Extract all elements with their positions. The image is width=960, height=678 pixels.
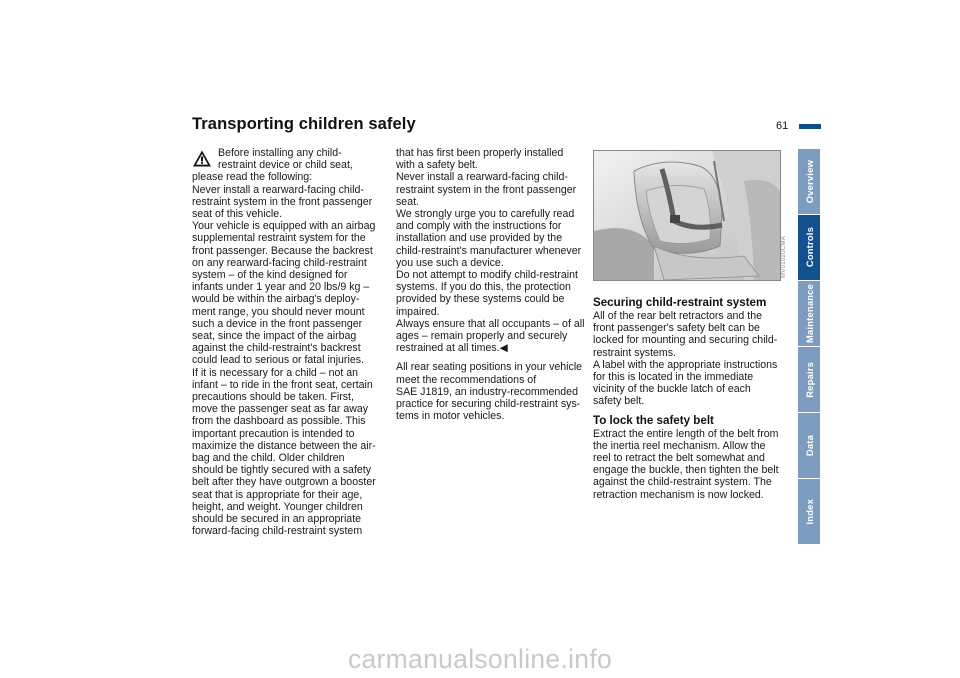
text-line: you use such a device. bbox=[396, 256, 504, 269]
text-line: belt after they have outgrown a booster bbox=[192, 476, 376, 489]
photo-reference-code: MV01020CMA bbox=[781, 235, 787, 278]
text-line: ages – remain properly and securely bbox=[396, 330, 568, 343]
text-line: seat that is appropriate for their age, bbox=[192, 488, 363, 501]
text-line: height, and weight. Younger children bbox=[192, 500, 363, 513]
text-line: vicinity of the buckle latch of each bbox=[593, 383, 751, 396]
text-line: Never install a rearward-facing child- bbox=[396, 171, 568, 184]
text-line: impaired. bbox=[396, 305, 440, 318]
text-line: front passenger. Because the backrest bbox=[192, 244, 373, 257]
text-line: supplemental restraint system for the bbox=[192, 232, 366, 245]
text-line: SAE J1819, an industry-recommended bbox=[396, 385, 578, 398]
text-line: child-restraint's manufacturer whenever bbox=[396, 244, 582, 257]
text-line: engage the buckle, then tighten the belt bbox=[593, 464, 779, 477]
text-line: and comply with the instructions for bbox=[396, 220, 562, 233]
text-line: precautions should be taken. First, bbox=[192, 391, 354, 404]
text-line: safety belt. bbox=[593, 395, 645, 408]
text-line: against the child-restraint system. The bbox=[593, 476, 772, 489]
tab-label: Controls bbox=[803, 227, 815, 268]
tab-label: Overview bbox=[803, 159, 815, 204]
tab-controls[interactable] bbox=[798, 215, 820, 281]
text-line: Extract the entire length of the belt from bbox=[593, 427, 779, 440]
text-line: retraction mechanism is now locked. bbox=[593, 488, 764, 501]
text-line: maximize the distance between the air- bbox=[192, 439, 376, 452]
child-seat-illustration bbox=[594, 151, 780, 280]
text-line: Before installing any child- bbox=[218, 147, 342, 159]
tab-repairs[interactable] bbox=[798, 347, 820, 413]
text-line: should be tightly secured with a safety bbox=[192, 464, 372, 477]
text-line: infants under 1 year and 20 lbs/9 kg – bbox=[192, 281, 370, 294]
section-tabs bbox=[798, 149, 820, 544]
page-title: Transporting children safely bbox=[192, 115, 416, 133]
text-line: with a safety belt. bbox=[396, 159, 478, 172]
text-line: seat. bbox=[396, 195, 419, 208]
tab-label: Data bbox=[803, 434, 815, 457]
tab-data[interactable] bbox=[798, 413, 820, 479]
text-line: practice for securing child-restraint sys- bbox=[396, 398, 581, 411]
text-line: front passenger's safety belt can be bbox=[593, 322, 760, 335]
tab-maintenance[interactable] bbox=[798, 281, 820, 347]
tab-label: Index bbox=[803, 498, 815, 525]
text-line: could lead to serious or fatal injuries. bbox=[192, 354, 364, 367]
text-line: restraint system in the front passenger bbox=[192, 195, 373, 208]
lock-belt-paragraph bbox=[593, 428, 785, 501]
text-line: important precaution is intended to bbox=[192, 427, 355, 440]
text-line: Your vehicle is equipped with an airbag bbox=[192, 220, 376, 233]
sae-paragraph bbox=[396, 361, 582, 422]
text-line: seat, since the impact of the airbag bbox=[192, 330, 357, 343]
page-number: 61 bbox=[776, 120, 789, 132]
text-line: seat of this vehicle. bbox=[192, 208, 283, 221]
column-right bbox=[593, 296, 785, 501]
warning-body bbox=[192, 171, 384, 537]
text-line: ment range, you should never mount bbox=[192, 305, 365, 318]
text-line: against the child-restraint's backrest bbox=[192, 342, 361, 355]
text-line: move the passenger seat as far away bbox=[192, 403, 369, 416]
text-line: bag and the child. Older children bbox=[192, 452, 345, 465]
text-line: A label with the appropriate instructions bbox=[593, 358, 778, 371]
text-line: reel to retract the belt somewhat and bbox=[593, 452, 765, 465]
child-seat-photo bbox=[593, 150, 781, 281]
page-marker bbox=[799, 124, 821, 129]
text-line: We strongly urge you to carefully read bbox=[396, 208, 575, 221]
text-line: Always ensure that all occupants – of all bbox=[396, 317, 585, 330]
text-line: systems. If you do this, the protection bbox=[396, 281, 571, 294]
text-line: infant – to ride in the front seat, certain bbox=[192, 378, 373, 391]
text-line: on any rearward-facing child-restraint bbox=[192, 256, 367, 269]
text-line: If it is necessary for a child – not an bbox=[192, 366, 359, 379]
text-line: would be within the airbag's deploy- bbox=[192, 293, 360, 306]
text-line: that has first been properly installed bbox=[396, 147, 564, 159]
text-line: restraint system in the front passenger bbox=[396, 183, 577, 196]
watermark: carmanualsonline.info bbox=[347, 644, 613, 674]
text-line: system – of the kind designed for bbox=[192, 269, 348, 282]
text-line: should be secured in an appropriate bbox=[192, 513, 362, 526]
text-line: installation and use provided by the bbox=[396, 232, 563, 245]
text-line: forward-facing child-restraint system bbox=[192, 525, 363, 538]
securing-paragraph-2 bbox=[593, 359, 785, 408]
securing-paragraph-1 bbox=[593, 310, 785, 359]
text-line: All of the rear belt retractors and the bbox=[593, 310, 762, 322]
text-line: the inertia reel mechanism. Allow the bbox=[593, 439, 766, 452]
text-line: restraint systems. bbox=[593, 346, 677, 359]
section-heading-securing: Securing child-restraint system bbox=[593, 296, 767, 309]
text-line: meet the recommendations of bbox=[396, 373, 537, 386]
text-line: for this is located in the immediate bbox=[593, 371, 754, 384]
text-line: tems in motor vehicles. bbox=[396, 410, 505, 423]
paragraph-gap bbox=[396, 354, 582, 361]
warning-intro bbox=[192, 147, 384, 171]
text-line: restrained at all times.◀ bbox=[396, 342, 508, 355]
text-line: Never install a rearward-facing child- bbox=[192, 183, 364, 196]
tab-label: Maintenance bbox=[803, 284, 815, 343]
text-line: from the dashboard as possible. This bbox=[192, 415, 366, 428]
text-line: restraint device or child seat, bbox=[218, 159, 353, 172]
warning-continued bbox=[396, 147, 585, 355]
text-line: All rear seating positions in your vehicle bbox=[396, 361, 583, 374]
tab-index[interactable] bbox=[798, 479, 820, 544]
tab-label: Repairs bbox=[803, 361, 815, 398]
text-line: provided by these systems could be bbox=[396, 293, 565, 306]
text-line: Do not attempt to modify child-restraint bbox=[396, 269, 578, 282]
text-line: please read the following: bbox=[192, 171, 313, 184]
text-line: such a device in the front passenger bbox=[192, 317, 363, 330]
text-line: locked for mounting and securing child- bbox=[593, 334, 778, 347]
column-middle bbox=[396, 147, 585, 423]
column-left bbox=[192, 147, 384, 538]
tab-overview[interactable] bbox=[798, 149, 820, 215]
section-heading-lock-belt: To lock the safety belt bbox=[593, 413, 714, 427]
